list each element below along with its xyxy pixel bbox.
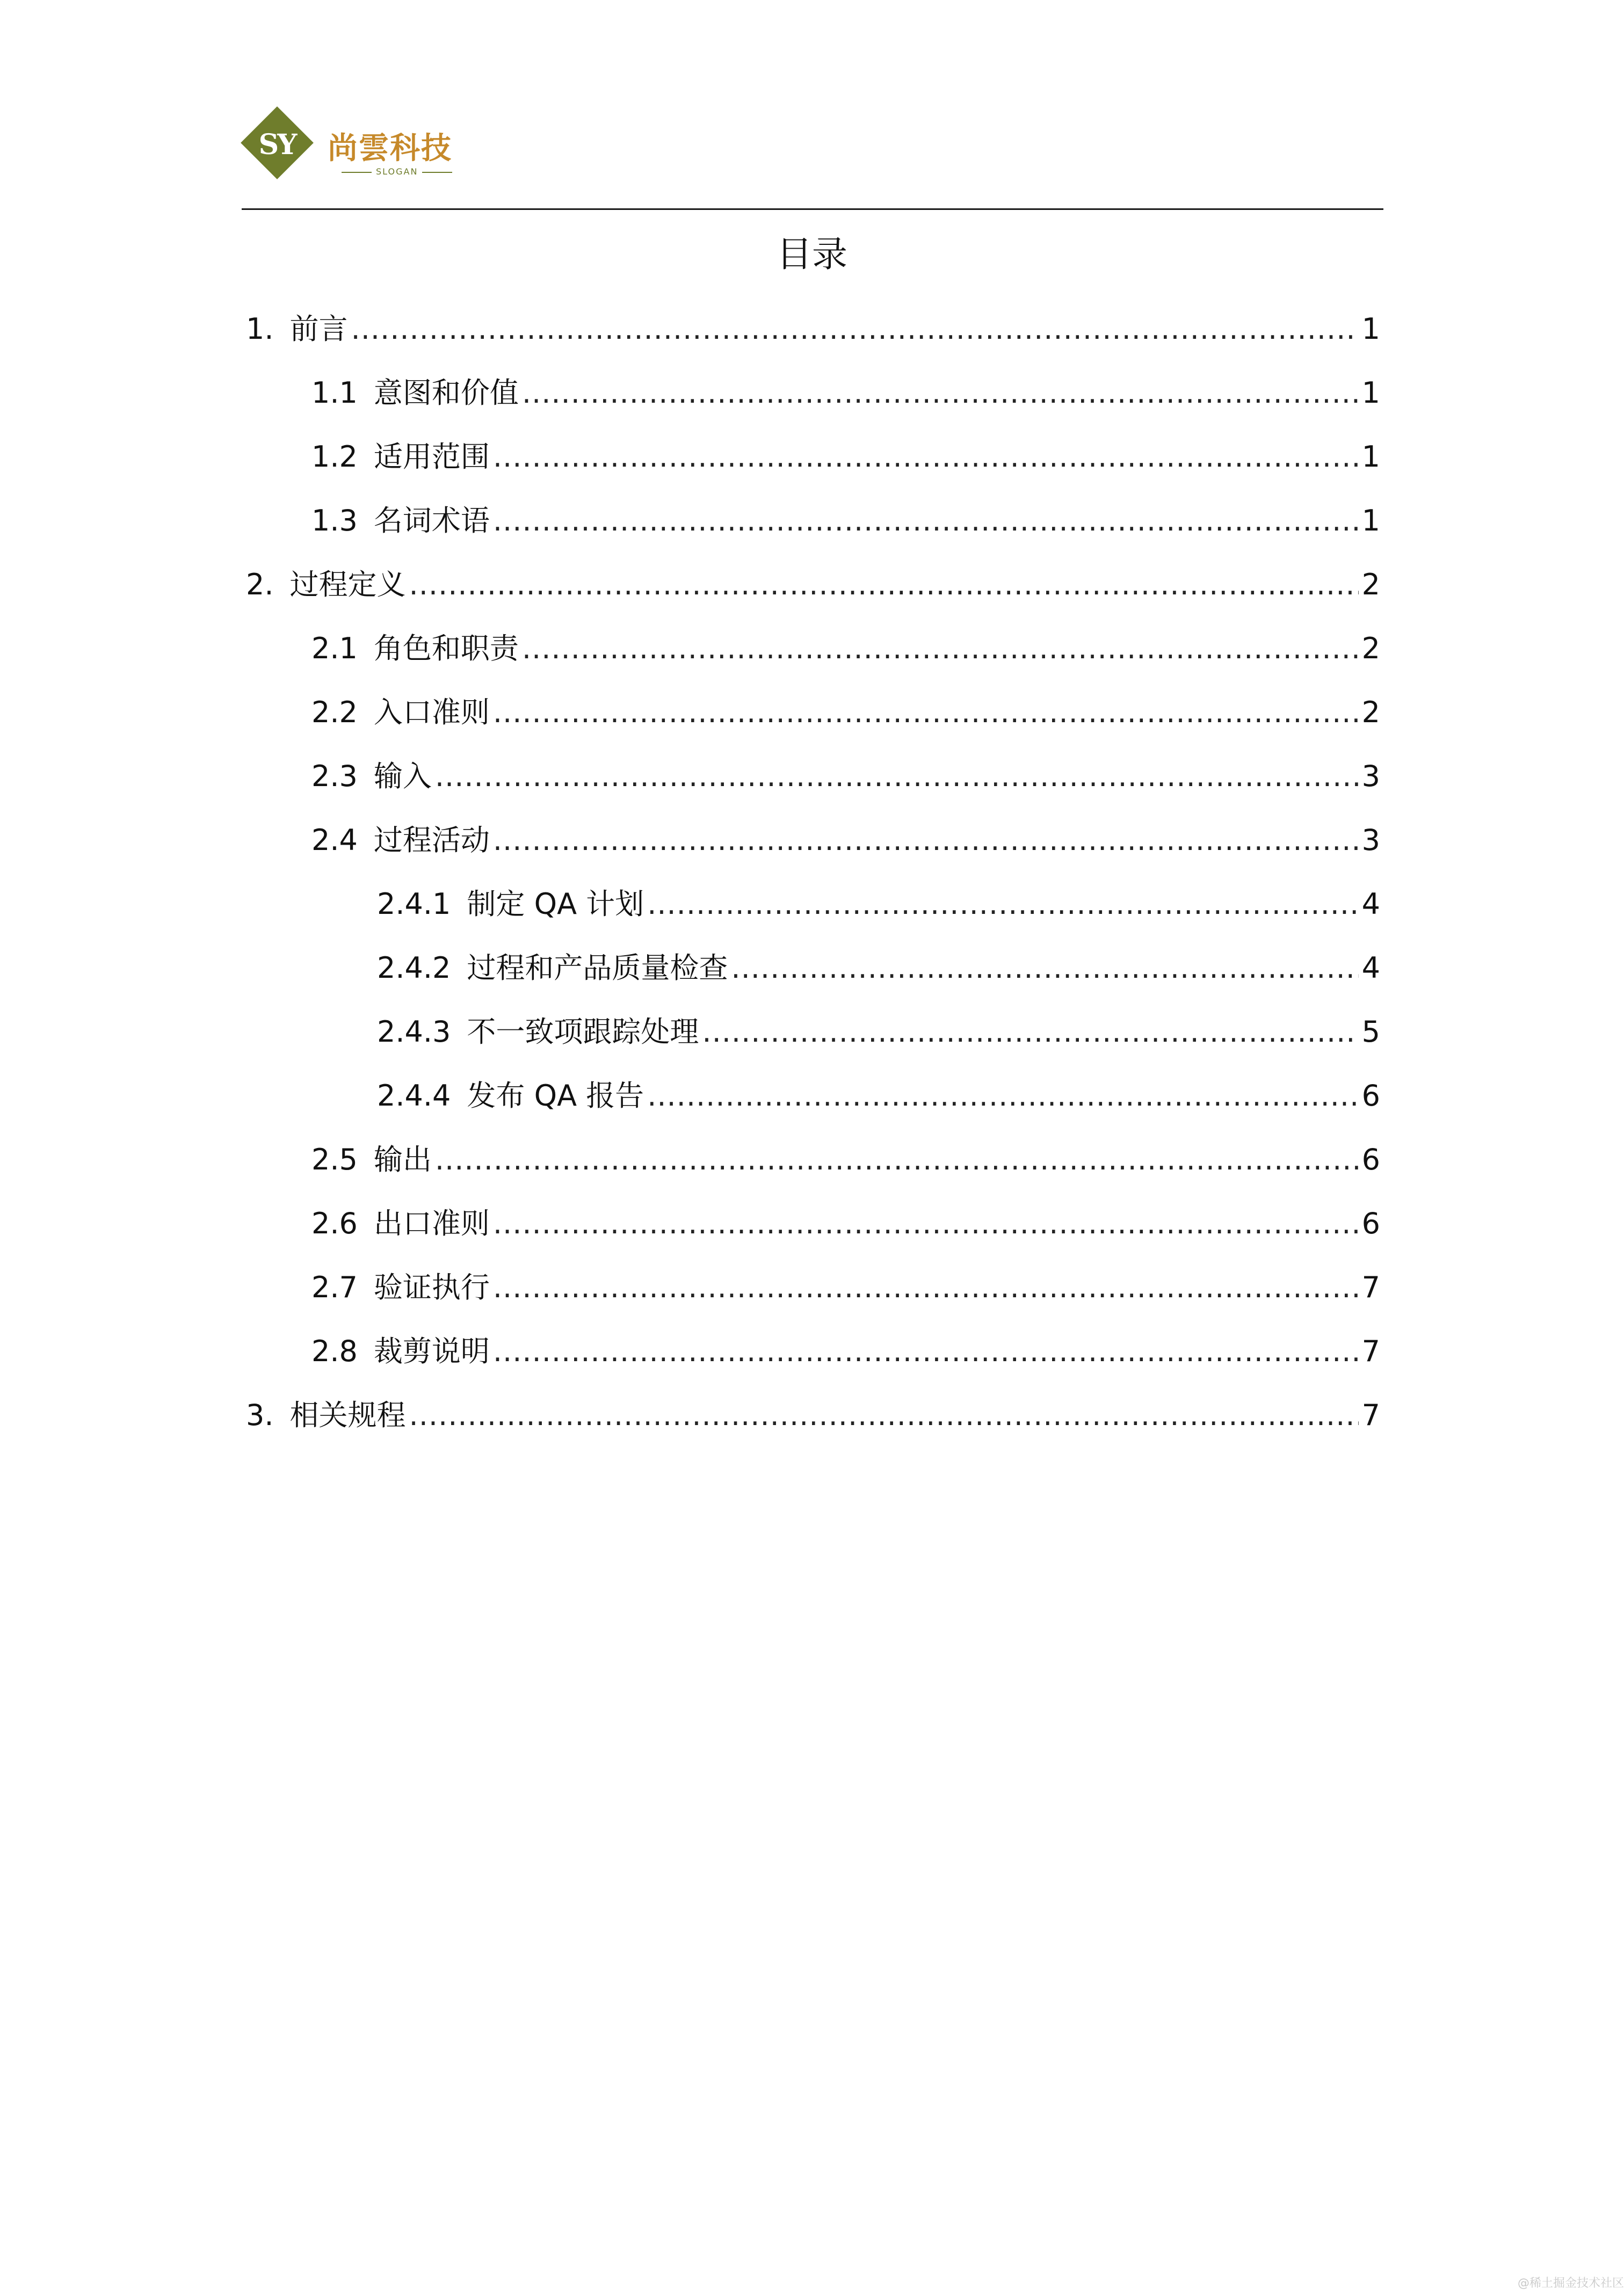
toc-dot-leader [731,936,1358,1000]
toc-entry[interactable] [242,616,1380,680]
toc-entry-number: 2.8 [311,1334,358,1368]
toc-entry[interactable] [242,1191,1380,1255]
toc-entry-title: 意图和价值 [373,376,519,410]
toc-entry-number: 1.3 [311,504,358,537]
toc-entry-page-number: 3 [1361,759,1380,793]
toc-entry[interactable] [242,425,1380,489]
toc-entry[interactable] [242,1255,1380,1319]
page-title: 目录 [777,234,847,275]
toc-entry[interactable] [242,1383,1380,1447]
toc-dot-leader [522,361,1359,425]
toc-entry-page-number: 5 [1361,1015,1380,1049]
toc-entry[interactable] [242,808,1380,872]
toc-entry-title: 过程活动 [373,823,490,857]
toc-entry-title: 适用范围 [373,440,490,474]
toc-entry-title: 出口准则 [373,1207,490,1240]
toc-entry[interactable] [242,361,1380,425]
toc-entry-page-number: 7 [1361,1334,1380,1368]
toc-entry-title: 验证执行 [373,1270,490,1304]
toc-dot-leader [493,489,1359,553]
toc-entry-number: 3. [246,1398,274,1432]
toc-entry-page-number: 1 [1361,440,1380,474]
toc-entry-title: 发布 QA 报告 [467,1079,644,1113]
toc-entry-number: 2.5 [311,1143,358,1176]
toc-entry-title: 过程和产品质量检查 [467,951,728,985]
toc-entry-number: 1.2 [311,440,358,474]
toc-dot-leader [435,1128,1359,1191]
toc-entry-page-number: 3 [1361,823,1380,857]
toc-entry-number: 2.4.4 [377,1079,451,1113]
toc-entry-title: 前言 [289,312,348,346]
toc-dot-leader [493,680,1359,744]
logo-slogan: SLOGAN [337,166,456,177]
toc-entry-page-number: 6 [1361,1207,1380,1240]
toc-entry-number: 2.2 [311,695,358,729]
toc-entry[interactable] [242,1000,1380,1064]
toc-entry-title: 不一致项跟踪处理 [467,1015,699,1049]
toc-entry-number: 2.7 [311,1270,358,1304]
toc-entry-page-number: 1 [1361,312,1380,346]
toc-entry-number: 2.4 [311,823,358,857]
toc-dot-leader [493,1255,1359,1319]
toc-dot-leader [351,297,1359,361]
watermark: @稀土掘金技术社区 [1517,2277,1624,2290]
toc-entry-page-number: 6 [1361,1079,1380,1113]
toc-entry[interactable] [242,872,1380,936]
toc-entry[interactable] [242,553,1380,616]
toc-entry-page-number: 2 [1361,695,1380,729]
toc-entry-page-number: 2 [1361,568,1380,601]
toc-entry-title: 过程定义 [289,568,406,601]
toc-entry[interactable] [242,1319,1380,1383]
toc-entry-title: 名词术语 [373,504,490,537]
toc-dot-leader [435,744,1359,808]
toc-entry[interactable] [242,1064,1380,1128]
toc-dot-leader [522,616,1359,680]
toc-entry-title: 相关规程 [289,1398,406,1432]
toc-entry-number: 1.1 [311,376,358,410]
toc-entry-number: 2.4.3 [377,1015,451,1049]
header-divider [242,208,1383,210]
toc-dot-leader [647,872,1358,936]
toc-entry-title: 裁剪说明 [373,1334,490,1368]
table-of-contents [242,297,1380,1447]
toc-entry-page-number: 6 [1361,1143,1380,1176]
toc-entry-page-number: 7 [1361,1398,1380,1432]
toc-dot-leader [409,1383,1359,1447]
toc-entry-title: 入口准则 [373,695,490,729]
toc-dot-leader [493,1191,1359,1255]
toc-entry-number: 2. [246,568,274,601]
toc-entry-title: 制定 QA 计划 [467,887,644,921]
company-logo [242,113,473,193]
toc-entry-number: 1. [246,312,274,346]
toc-entry-number: 2.4.2 [377,951,451,985]
toc-entry-page-number: 1 [1361,504,1380,537]
logo-monogram: SY [258,128,296,161]
toc-entry-number: 2.3 [311,759,358,793]
toc-dot-leader [702,1000,1358,1064]
toc-entry-page-number: 4 [1361,951,1380,985]
toc-entry-page-number: 2 [1361,631,1380,665]
toc-entry-title: 角色和职责 [373,631,519,665]
toc-entry-title: 输入 [373,759,432,793]
toc-entry[interactable] [242,489,1380,553]
toc-entry-page-number: 7 [1361,1270,1380,1304]
toc-dot-leader [647,1064,1358,1128]
toc-entry[interactable] [242,744,1380,808]
toc-entry-number: 2.1 [311,631,358,665]
toc-dot-leader [493,808,1359,872]
toc-entry-page-number: 4 [1361,887,1380,921]
toc-dot-leader [409,553,1359,616]
logo-company-name: 尚雲科技 [328,131,452,166]
toc-entry[interactable] [242,936,1380,1000]
toc-entry[interactable] [242,680,1380,744]
toc-entry-title: 输出 [373,1143,432,1176]
toc-entry-number: 2.6 [311,1207,358,1240]
toc-entry-page-number: 1 [1361,376,1380,410]
toc-entry-number: 2.4.1 [377,887,451,921]
toc-entry[interactable] [242,297,1380,361]
toc-entry[interactable] [242,1128,1380,1191]
toc-dot-leader [493,1319,1359,1383]
toc-dot-leader [493,425,1359,489]
